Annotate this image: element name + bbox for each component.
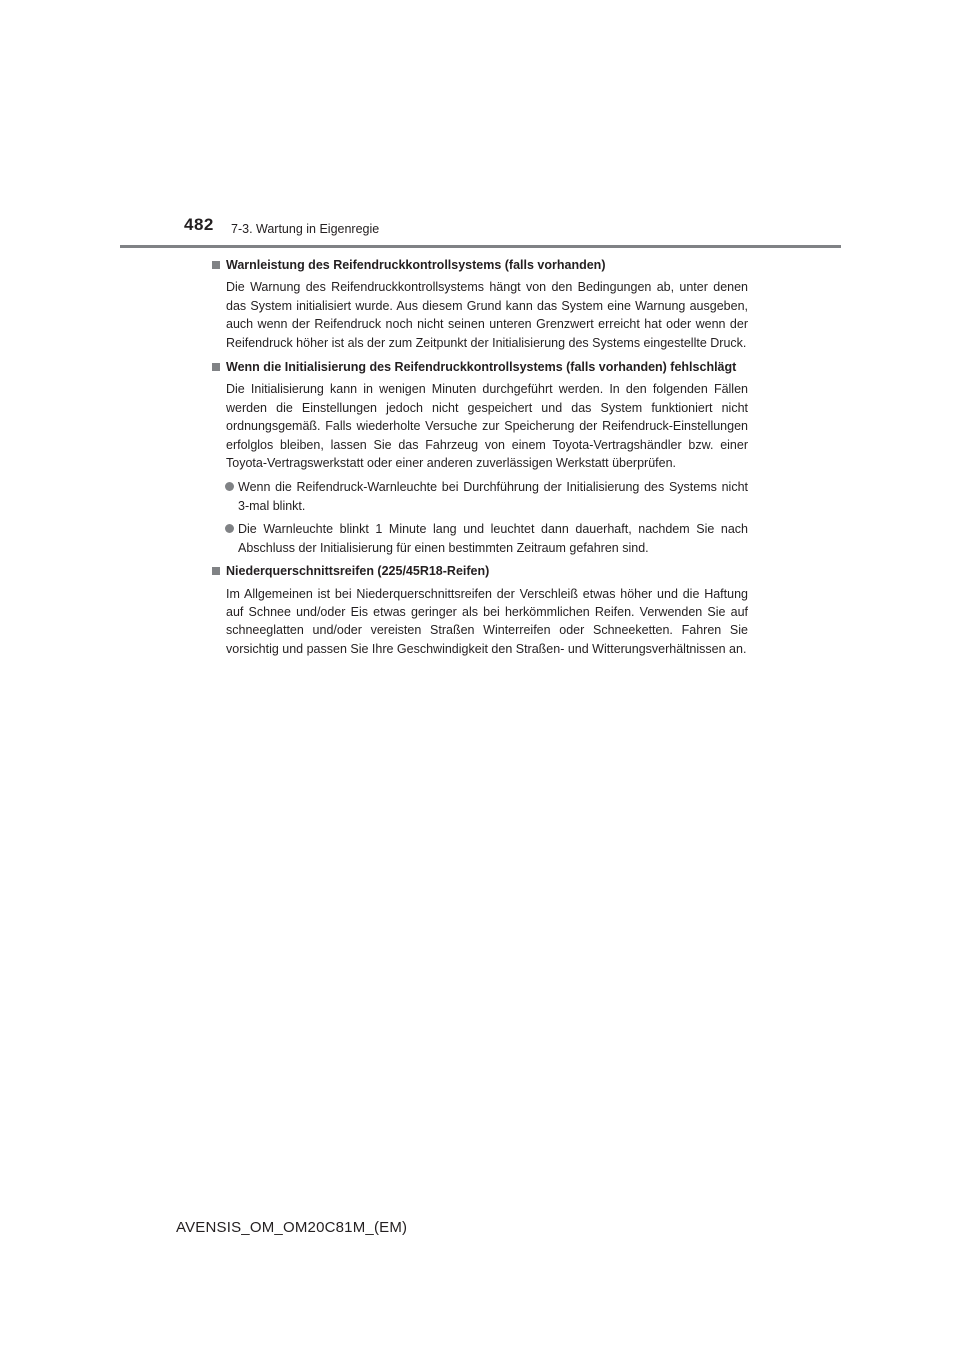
list-item-text: Wenn die Reifendruck-Warnleuchte bei Durchführung der Initialisierung des Systems nicht 3-mal blinkt.	[238, 480, 748, 513]
heading-text: Warnleistung des Reifendruckkontrollsystems (falls vorhanden)	[226, 258, 606, 272]
section-heading-tpms-warning	[212, 256, 748, 274]
section-title: 7-3. Wartung in Eigenregie	[231, 222, 380, 236]
list-item	[212, 478, 748, 515]
round-bullet-icon	[225, 482, 234, 491]
heading-text: Wenn die Initialisierung des Reifendruckkontrollsystems (falls vorhanden) fehlschlägt	[226, 360, 737, 375]
square-bullet-icon	[212, 363, 220, 371]
main-content	[212, 256, 748, 664]
square-bullet-icon	[212, 567, 220, 575]
heading-text: Niederquerschnittsreifen (225/45R18-Reifen)	[226, 564, 490, 579]
square-bullet-icon	[212, 261, 220, 269]
footer-doc-code: AVENSIS_OM_OM20C81M_(EM)	[176, 1219, 408, 1236]
paragraph-initialization-failure: Die Initialisierung kann in wenigen Minuten durchgeführt werden. In den folgenden Fällen werden die Einstellungen jedoch nicht gespeichert und das System funktioniert nicht ordnungsgemäß. Falls wiederholte Versuche zur Speicherung der Reifendruck-Einstellungen erfolglos bleiben, lassen Sie das Fahrzeug von einem Toyota-Vertragshändler bzw. einer Toyota-Vertragswerkstatt oder einer anderen zuverlässigen Werkstatt überprüfen.	[226, 382, 748, 471]
section-heading-low-profile-tires	[212, 562, 748, 580]
page-number: 482	[184, 215, 214, 234]
round-bullet-icon	[225, 524, 234, 533]
section-heading-initialization-failure	[212, 358, 748, 376]
header-divider	[120, 245, 841, 248]
list-item-text: Die Warnleuchte blinkt 1 Minute lang und leuchtet dann dauerhaft, nachdem Sie nach Abschluss der Initialisierung für einen bestimmten Zeitraum gefahren sind.	[238, 522, 748, 555]
paragraph-low-profile-tires: Im Allgemeinen ist bei Niederquerschnittsreifen der Verschleiß etwas höher und die Haftung auf Schnee und/oder Eis etwas geringer als bei herkömmlichen Reifen. Verwenden Sie auf schneeglatten und/oder vereisten Straßen Winterreifen oder Schneeketten. Fahren Sie vorsichtig und passen Sie Ihre Geschwindigkeit den Straßen- und Witterungsverhältnissen an.	[226, 586, 748, 656]
list-item	[212, 520, 748, 557]
paragraph-tpms-warning: Die Warnung des Reifendruckkontrollsystems hängt von den Bedingungen ab, unter denen das System initialisiert wurde. Aus diesem Grund kann das System eine Warnung ausgeben, auch wenn der Reifendruck noch nicht seinen unteren Grenzwert erreicht hat oder wenn der Reifendruck höher ist als der zum Zeitpunkt der Initialisierung des Systems eingestellte Druck.	[226, 280, 748, 350]
